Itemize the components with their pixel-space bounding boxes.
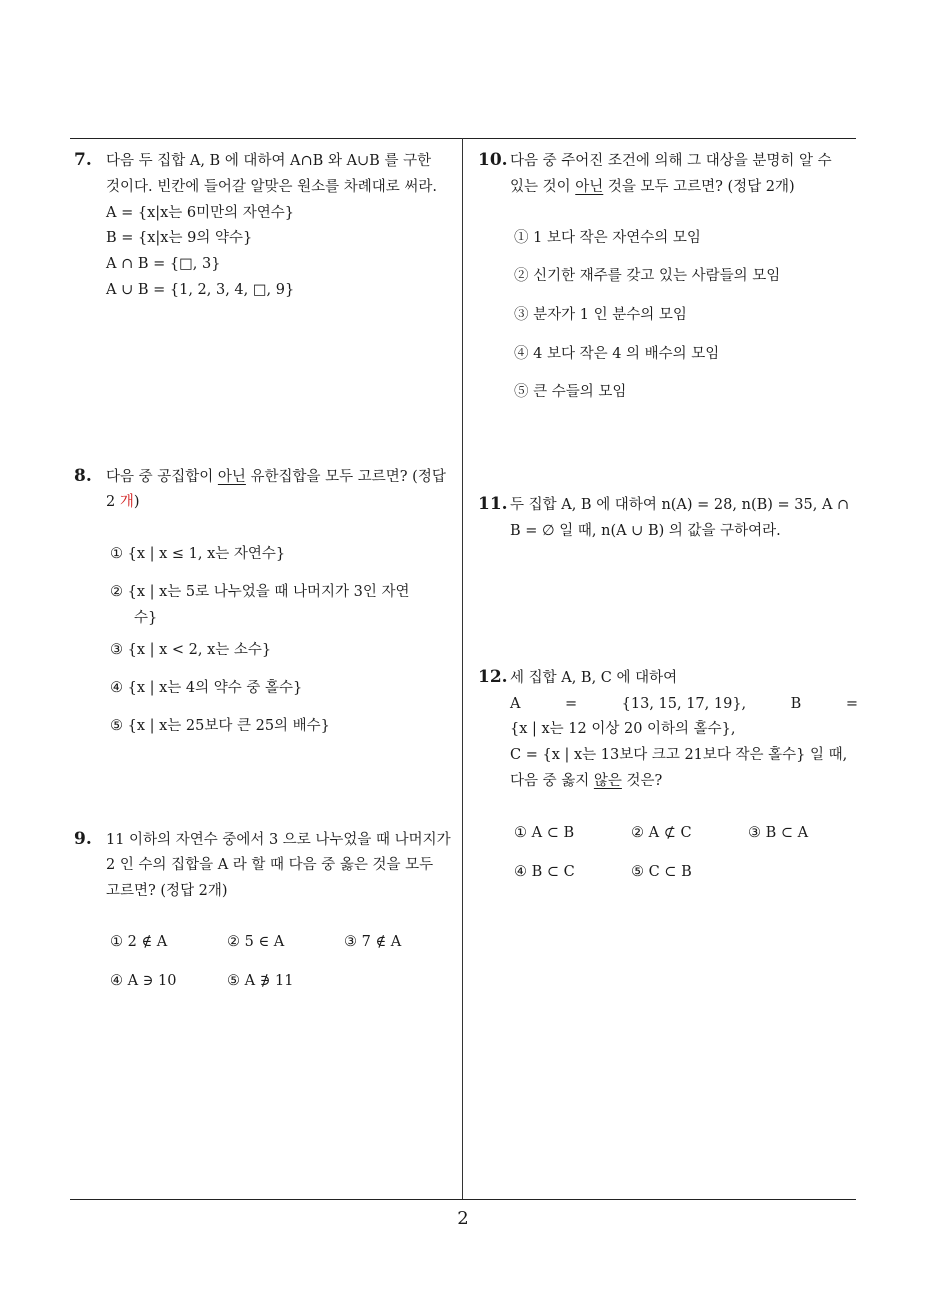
set-definition: B = {x|x는 9의 약수} xyxy=(106,230,253,246)
set-definition: A = {13, 15, 17, 19}, B = xyxy=(510,696,858,712)
bottom-rule xyxy=(70,1199,856,1200)
answer-option-5[interactable]: ⑤ {x | x는 25보다 큰 25의 배수} xyxy=(110,718,330,734)
answer-option-1[interactable]: ① A ⊂ B xyxy=(514,825,575,841)
question-number: 11. xyxy=(478,494,508,514)
answer-option-2-continued: 수} xyxy=(134,610,158,626)
question-number: 8. xyxy=(74,466,92,486)
answer-option-4[interactable]: ④ {x | x는 4의 약수 중 홀수} xyxy=(110,680,303,696)
answer-option-4[interactable]: ④ 4 보다 작은 4 의 배수의 모임 xyxy=(514,346,720,362)
question-text: 다음 중 옳지 않은 것은? xyxy=(510,773,663,789)
top-rule xyxy=(70,138,856,139)
answer-option-5[interactable]: ⑤ C ⊂ B xyxy=(631,864,692,880)
answer-option-4[interactable]: ④ B ⊂ C xyxy=(514,864,575,880)
question-number: 9. xyxy=(74,829,92,849)
page-number: 2 xyxy=(457,1208,469,1229)
column-divider xyxy=(462,138,463,1200)
answer-option-2[interactable]: ② A ⊄ C xyxy=(631,825,692,841)
answer-option-5[interactable]: ⑤ 큰 수들의 모임 xyxy=(514,384,627,400)
answer-option-3[interactable]: ③ {x | x < 2, x는 소수} xyxy=(110,642,272,658)
set-union: A ∪ B = {1, 2, 3, 4, □, 9} xyxy=(106,282,295,298)
question-text: 2 개) xyxy=(106,494,140,510)
question-text: 다음 중 주어진 조건에 의해 그 대상을 분명히 알 수 xyxy=(510,153,832,169)
set-definition: A = {x|x는 6미만의 자연수} xyxy=(106,205,295,221)
answer-option-5[interactable]: ⑤ A ∌ 11 xyxy=(227,973,294,989)
answer-option-1[interactable]: ① 1 보다 작은 자연수의 모임 xyxy=(514,230,701,246)
question-text: 세 집합 A, B, C 에 대하여 xyxy=(510,670,678,686)
question-number: 12. xyxy=(478,667,508,687)
answer-option-1[interactable]: ① {x | x ≤ 1, x는 자연수} xyxy=(110,546,286,562)
answer-option-3[interactable]: ③ 7 ∉ A xyxy=(344,934,402,950)
question-text: 2 인 수의 집합을 A 라 할 때 다음 중 옳은 것을 모두 xyxy=(106,857,434,873)
question-text: 것이다. 빈칸에 들어갈 알맞은 원소를 차례대로 써라. xyxy=(106,179,438,195)
question-number: 10. xyxy=(478,150,508,170)
answer-option-3[interactable]: ③ 분자가 1 인 분수의 모임 xyxy=(514,307,687,323)
question-text: 11 이하의 자연수 중에서 3 으로 나누었을 때 나머지가 xyxy=(106,832,451,848)
answer-option-1[interactable]: ① 2 ∉ A xyxy=(110,934,168,950)
answer-option-2[interactable]: ② {x | x는 5로 나누었을 때 나머지가 3인 자연 xyxy=(110,584,410,600)
answer-option-4[interactable]: ④ A ∋ 10 xyxy=(110,973,177,989)
question-text: 두 집합 A, B 에 대하여 n(A) = 28, n(B) = 35, A ∩ xyxy=(510,497,850,513)
question-text: B = ∅ 일 때, n(A ∪ B) 의 값을 구하여라. xyxy=(510,523,781,539)
set-intersection: A ∩ B = {□, 3} xyxy=(106,256,221,272)
answer-option-2[interactable]: ② 5 ∈ A xyxy=(227,934,285,950)
question-text: 다음 두 집합 A, B 에 대하여 A∩B 와 A∪B 를 구한 xyxy=(106,153,432,169)
question-text: 고르면? (정답 2개) xyxy=(106,883,228,899)
answer-option-2[interactable]: ② 신기한 재주를 갖고 있는 사람들의 모임 xyxy=(514,268,781,284)
set-definition: {x | x는 12 이상 20 이하의 홀수}, xyxy=(510,721,736,737)
question-text: 있는 것이 아닌 것을 모두 고르면? (정답 2개) xyxy=(510,179,795,195)
question-number: 7. xyxy=(74,150,92,170)
set-definition: C = {x | x는 13보다 크고 21보다 작은 홀수} 일 때, xyxy=(510,747,848,763)
question-text: 다음 중 공집합이 아닌 유한집합을 모두 고르면? (정답 xyxy=(106,469,446,485)
answer-option-3[interactable]: ③ B ⊂ A xyxy=(748,825,809,841)
